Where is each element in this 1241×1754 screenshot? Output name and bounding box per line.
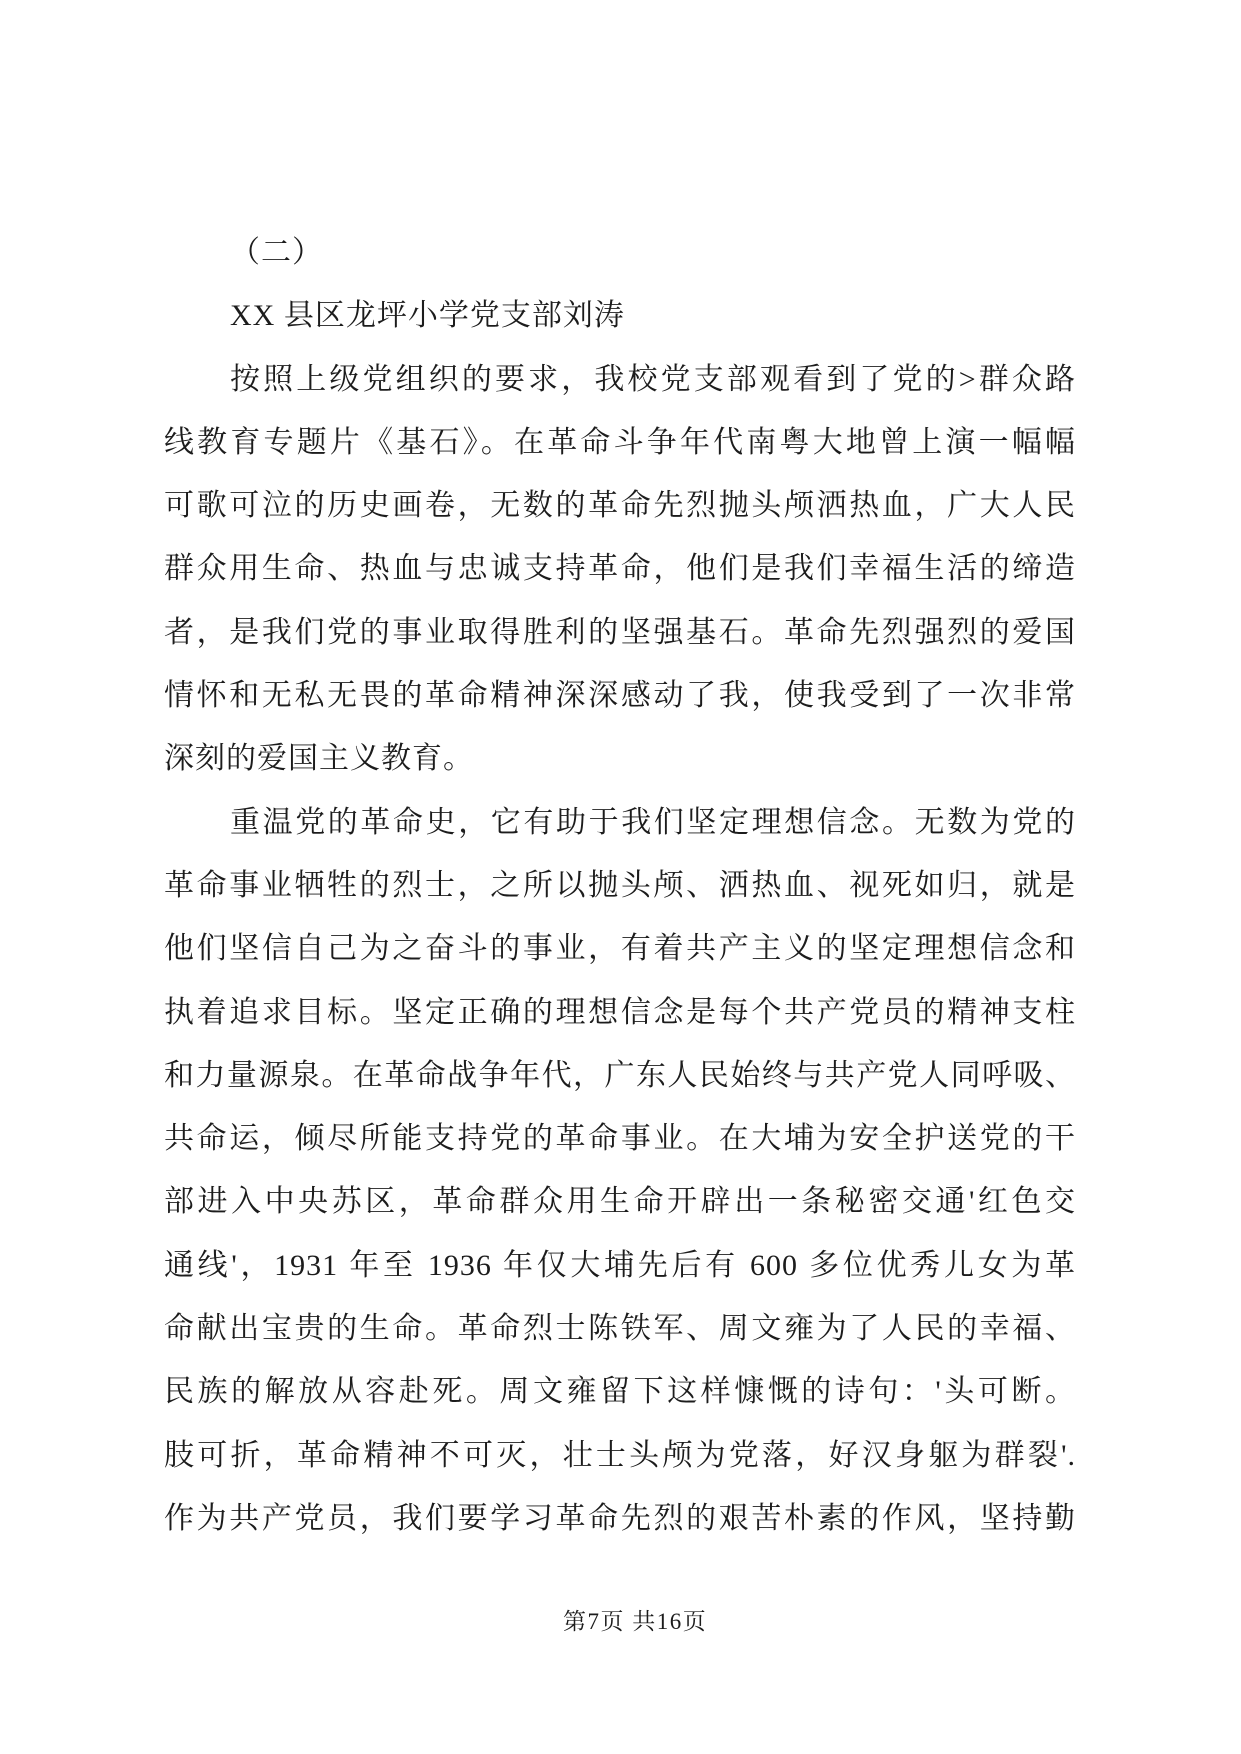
paragraph <box>164 791 1076 1551</box>
text-line: 命献出宝贵的生命。革命烈士陈铁军、周文雍为了人民的幸福、 <box>164 1312 1076 1346</box>
text-line: 和力量源泉。在革命战争年代，广东人民始终与共产党人同呼吸、 <box>164 1058 1076 1092</box>
paragraph <box>164 348 1076 791</box>
text-line: 情怀和无私无畏的革命精神深深感动了我，使我受到了一次非常 <box>164 679 1076 713</box>
document-body <box>164 221 1076 1550</box>
text-line: 执着追求目标。坚定正确的理想信念是每个共产党员的精神支柱 <box>164 995 1076 1029</box>
text-line: 者，是我们党的事业取得胜利的坚强基石。革命先烈强烈的爱国 <box>164 615 1076 649</box>
text-line: 重温党的革命史，它有助于我们坚定理想信念。无数为党的 <box>230 805 1076 839</box>
text-line: 按照上级党组织的要求，我校党支部观看到了党的>群众路 <box>230 362 1076 396</box>
text-line: 深刻的爱国主义教育。 <box>164 742 474 776</box>
text-line: 可歌可泣的历史画卷，无数的革命先烈抛头颅洒热血，广大人民 <box>164 489 1076 523</box>
text-line: 群众用生命、热血与忠诚支持革命，他们是我们幸福生活的缔造 <box>164 552 1076 586</box>
text-line: 他们坚信自己为之奋斗的事业，有着共产主义的坚定理想信念和 <box>164 932 1076 966</box>
text-line: 部进入中央苏区，革命群众用生命开辟出一条秘密交通'红色交 <box>164 1185 1076 1219</box>
text-line: 革命事业牺牲的烈士，之所以抛头颅、洒热血、视死如归，就是 <box>164 868 1076 902</box>
section-marker: （二） <box>230 236 323 269</box>
text-line: 肢可折，革命精神不可灭，壮士头颅为党落，好汉身躯为群裂'. <box>164 1438 1076 1472</box>
page-footer: 第7页 共16页 <box>563 1609 708 1634</box>
author-line: XX 县区龙坪小学党支部刘涛 <box>230 299 625 333</box>
text-line: 共命运，倾尽所能支持党的革命事业。在大埔为安全护送党的干 <box>164 1122 1076 1156</box>
text-line: 通线'，1931 年至 1936 年仅大埔先后有 600 多位优秀儿女为革 <box>164 1248 1076 1282</box>
text-line: 民族的解放从容赴死。周文雍留下这样慷慨的诗句：'头可断。 <box>164 1375 1076 1409</box>
text-line: 线教育专题片《基石》。在革命斗争年代南粤大地曾上演一幅幅 <box>164 425 1076 459</box>
text-line: 作为共产党员，我们要学习革命先烈的艰苦朴素的作风，坚持勤 <box>164 1501 1076 1535</box>
